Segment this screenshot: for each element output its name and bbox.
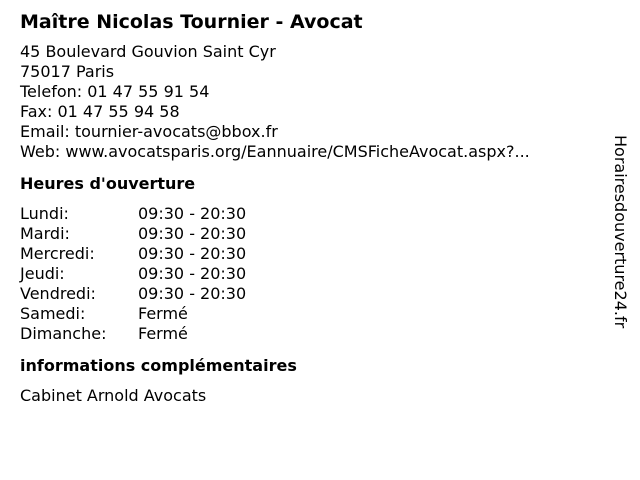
hours-row — [20, 204, 600, 224]
hours-row — [20, 284, 600, 304]
day-label: Dimanche: — [20, 324, 107, 343]
hours-row — [20, 224, 600, 244]
hours-row — [20, 304, 600, 324]
day-time: 09:30 - 20:30 — [138, 284, 247, 303]
additional-info-text: Cabinet Arnold Avocats — [20, 386, 207, 405]
day-time: 09:30 - 20:30 — [138, 204, 247, 223]
hours-row — [20, 324, 600, 344]
additional-info-heading: informations complémentaires — [20, 356, 297, 375]
email-line: Email: tournier-avocats@bbox.fr — [20, 122, 278, 141]
day-time: 09:30 - 20:30 — [138, 224, 247, 243]
opening-hours-list — [20, 204, 600, 344]
day-label: Mercredi: — [20, 244, 95, 263]
day-label: Lundi: — [20, 204, 69, 223]
day-time: 09:30 - 20:30 — [138, 264, 247, 283]
day-label: Vendredi: — [20, 284, 96, 303]
business-card — [20, 10, 600, 406]
day-label: Samedi: — [20, 304, 86, 323]
opening-hours-heading: Heures d'ouverture — [20, 174, 196, 193]
day-label: Mardi: — [20, 224, 70, 243]
day-time: 09:30 - 20:30 — [138, 244, 247, 263]
hours-row — [20, 244, 600, 264]
hours-row — [20, 264, 600, 284]
fax-line: Fax: 01 47 55 94 58 — [20, 102, 180, 121]
day-time: Fermé — [138, 324, 188, 343]
phone-line: Telefon: 01 47 55 91 54 — [20, 82, 210, 101]
address-street: 45 Boulevard Gouvion Saint Cyr — [20, 42, 276, 61]
day-time: Fermé — [138, 304, 188, 323]
address-city: 75017 Paris — [20, 62, 115, 81]
business-title: Maître Nicolas Tournier - Avocat — [20, 11, 363, 33]
day-label: Jeudi: — [20, 264, 65, 283]
site-watermark: Horairesdouverture24.fr — [611, 135, 630, 329]
web-line: Web: www.avocatsparis.org/Eannuaire/CMSFicheAvocat.aspx?... — [20, 142, 530, 161]
